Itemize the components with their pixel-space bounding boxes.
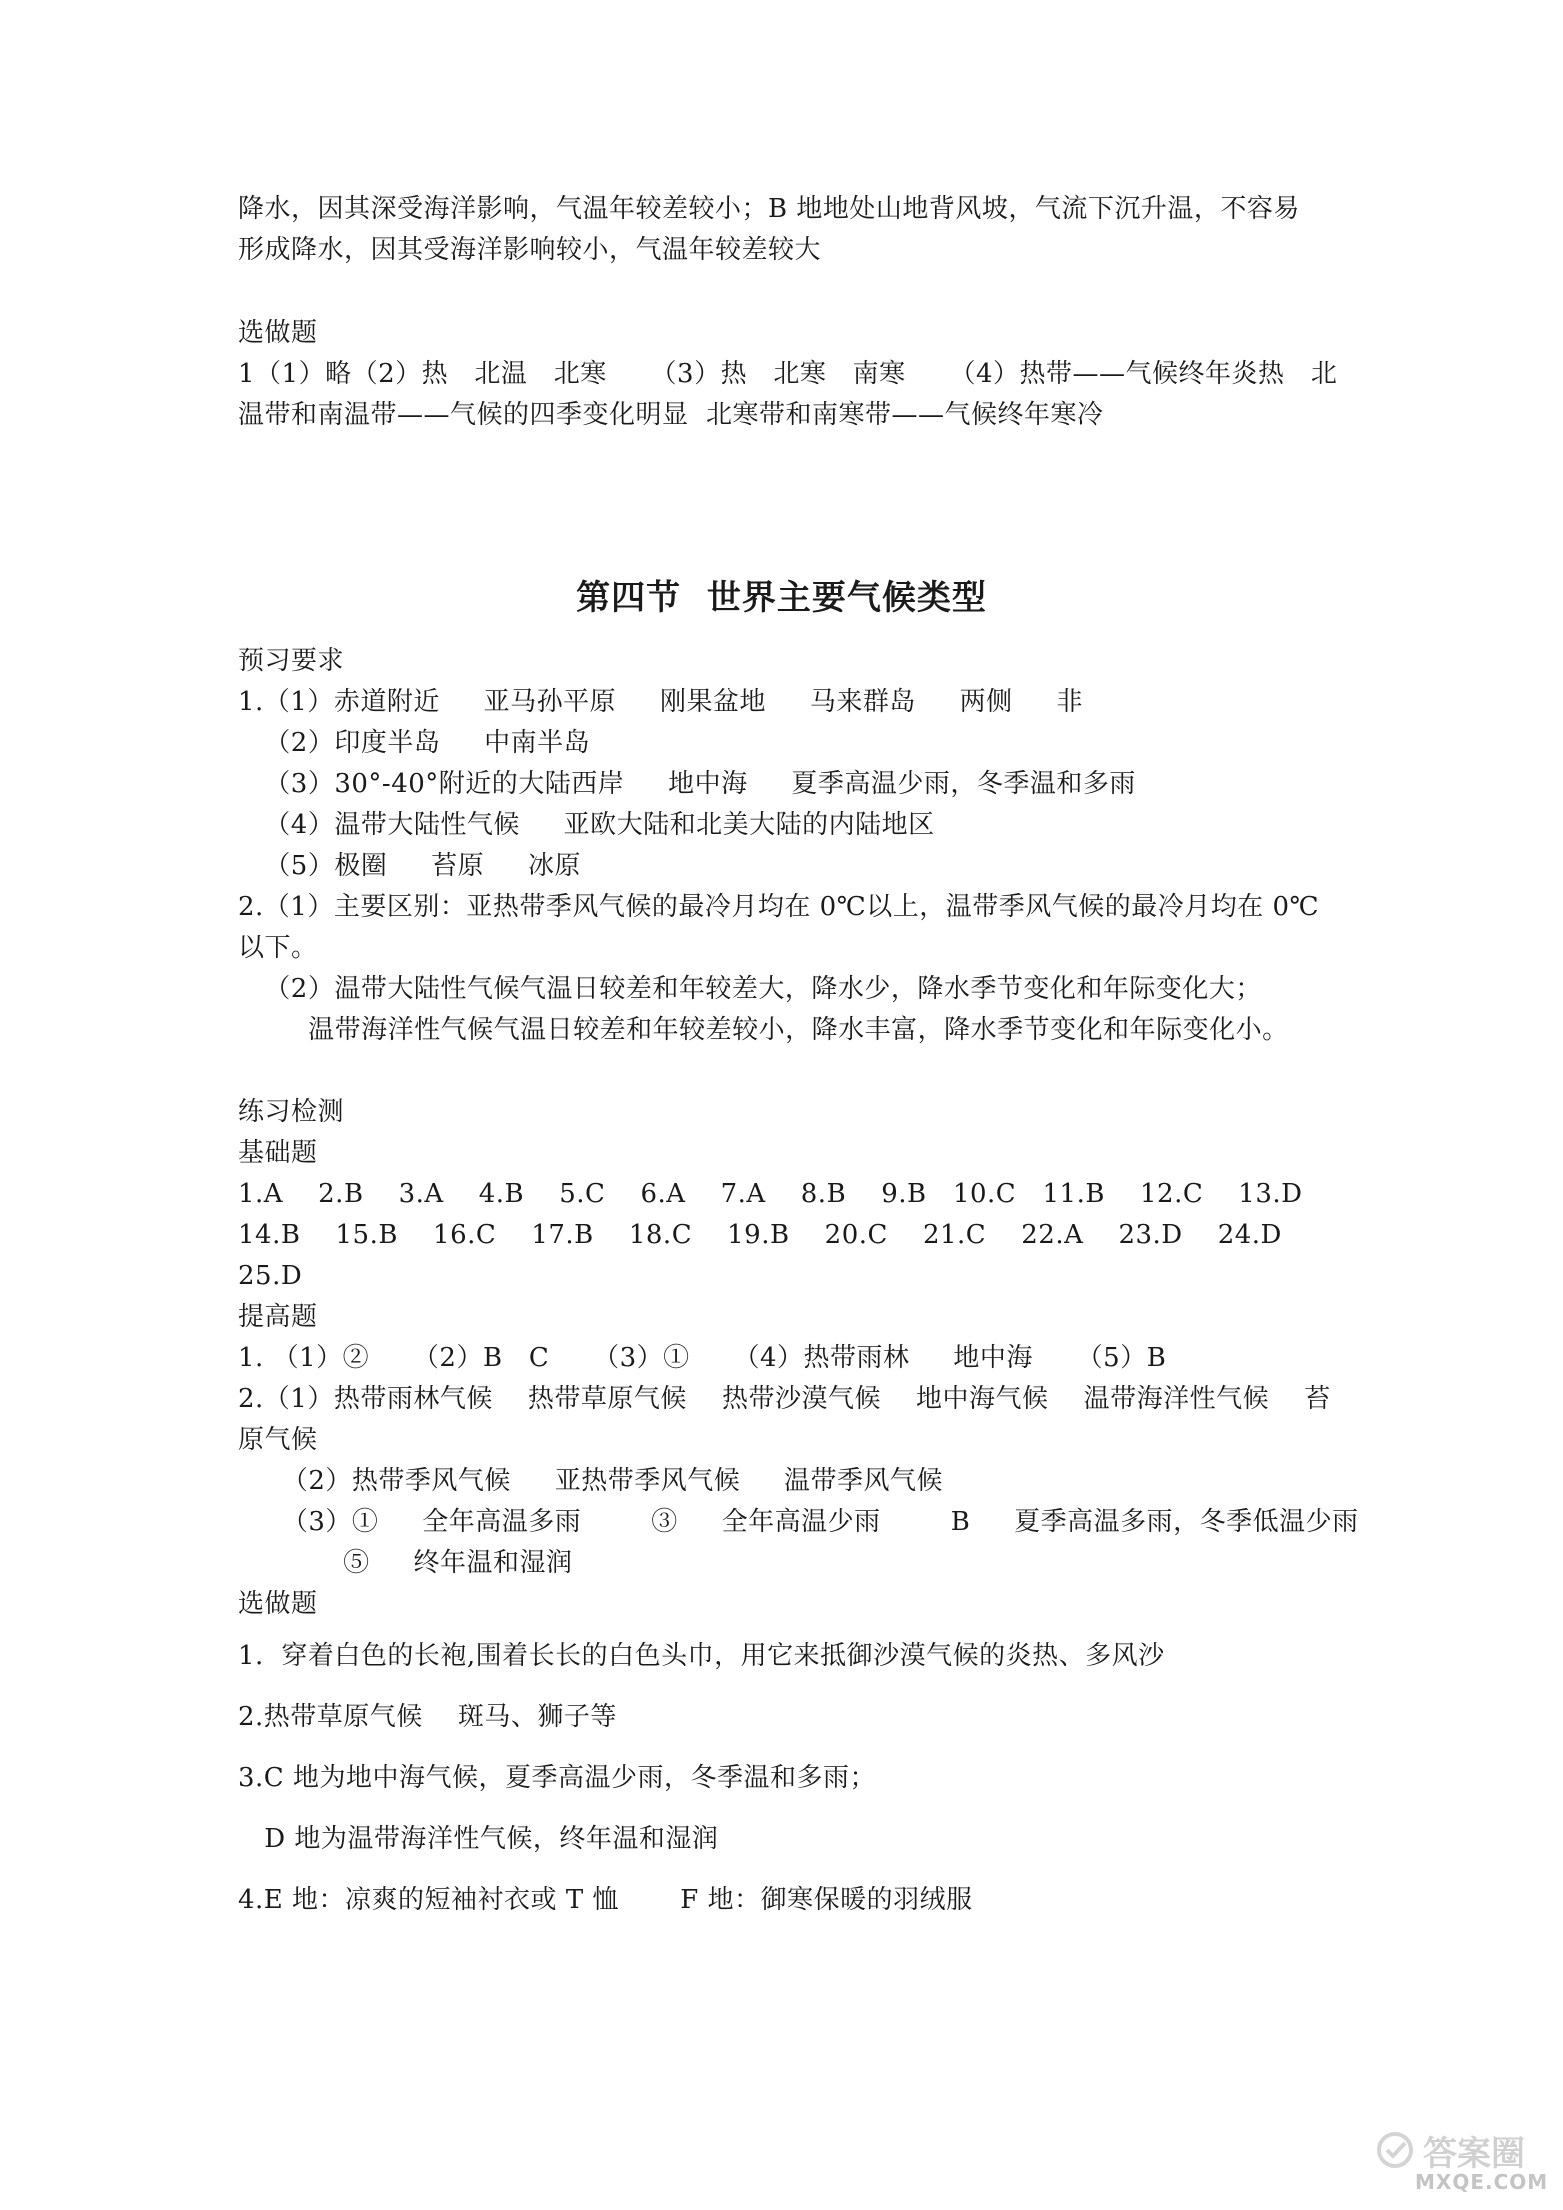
answer-line: （3）30°-40°附近的大陆西岸 地中海 夏季高温少雨，冬季温和多雨 <box>238 769 1136 799</box>
answer-line: 1.（1）赤道附近 亚马孙平原 刚果盆地 马来群岛 两侧 非 <box>238 687 1083 717</box>
answer-line: （2）印度半岛 中南半岛 <box>238 728 591 758</box>
answer-line: （5）极圈 苔原 冰原 <box>238 851 581 881</box>
watermark <box>1375 2126 1549 2196</box>
section-title: 第四节 世界主要气候类型 <box>576 578 987 618</box>
answer-line: 1（1）略（2）热 北温 北寒 （3）热 北寒 南寒 （4）热带——气候终年炎热 北 <box>238 359 1338 389</box>
answer-line: ⑤ 终年温和湿润 <box>238 1548 573 1578</box>
answer-line: （2）温带大陆性气候气温日较差和年较差大，降水少，降水季节变化和年际变化大； <box>238 974 1262 1004</box>
answer-line: 2.热带草原气候 斑马、狮子等 <box>238 1702 617 1732</box>
watermark-logo-icon <box>1375 2130 1419 2170</box>
answer-line: 形成降水，因其受海洋影响较小，气温年较差较大 <box>238 235 822 265</box>
answer-line: 2.（1）主要区别：亚热带季风气候的最冷月均在 0℃以上，温带季风气候的最冷月均在 0℃ <box>238 892 1320 922</box>
answer-line: 降水，因其深受海洋影响，气温年较差较小；B 地地处山地背风坡，气流下沉升温，不容易 <box>238 194 1300 224</box>
answer-line: 1. 穿着白色的长袍,围着长长的白色头巾，用它来抵御沙漠气候的炎热、多风沙 <box>238 1641 1165 1671</box>
answer-line: （4）温带大陆性气候 亚欧大陆和北美大陆的内陆地区 <box>238 810 935 840</box>
answer-line: 3.C 地为地中海气候，夏季高温少雨，冬季温和多雨； <box>238 1763 876 1793</box>
answer-line: 原气候 <box>238 1425 318 1455</box>
optional-heading: 选做题 <box>238 1589 318 1619</box>
answer-line: 以下。 <box>238 933 318 963</box>
advanced-heading: 提高题 <box>238 1302 318 1332</box>
answer-line: 温带和南温带——气候的四季变化明显 北寒带和南寒带——气候终年寒冷 <box>238 400 1104 430</box>
practice-heading: 练习检测 <box>238 1097 345 1127</box>
answer-line: 4.E 地：凉爽的短袖衬衣或 T 恤 F 地：御寒保暖的羽绒服 <box>238 1885 973 1915</box>
answer-line: 温带海洋性气候气温日较差和年较差较小，降水丰富，降水季节变化和年际变化小。 <box>238 1015 1289 1045</box>
answer-line: （2）热带季风气候 亚热带季风气候 温带季风气候 <box>238 1466 944 1496</box>
answer-line: 1.A 2.B 3.A 4.B 5.C 6.A 7.A 8.B 9.B 10.C 11.B 12.C 13.D <box>238 1179 1303 1209</box>
basic-heading: 基础题 <box>238 1138 318 1168</box>
answer-line: 14.B 15.B 16.C 17.B 18.C 19.B 20.C 21.C 22.A 23.D 24.D <box>238 1220 1282 1250</box>
preview-heading: 预习要求 <box>238 646 345 676</box>
watermark-text: 答案圈 <box>1423 2134 1525 2174</box>
answer-line: 1. （1）② （2）B C （3）① （4）热带雨林 地中海 （5）B <box>238 1343 1167 1373</box>
optional-heading: 选做题 <box>238 318 318 348</box>
watermark-url: MXQE.COM <box>1415 2170 1549 2194</box>
answer-line: D 地为温带海洋性气候，终年温和湿润 <box>238 1824 719 1854</box>
answer-line: 25.D <box>238 1261 303 1291</box>
answer-line: （3）① 全年高温多雨 ③ 全年高温少雨 B 夏季高温多雨，冬季低温少雨 <box>238 1507 1359 1537</box>
answer-line: 2.（1）热带雨林气候 热带草原气候 热带沙漠气候 地中海气候 温带海洋性气候 苔 <box>238 1384 1331 1414</box>
